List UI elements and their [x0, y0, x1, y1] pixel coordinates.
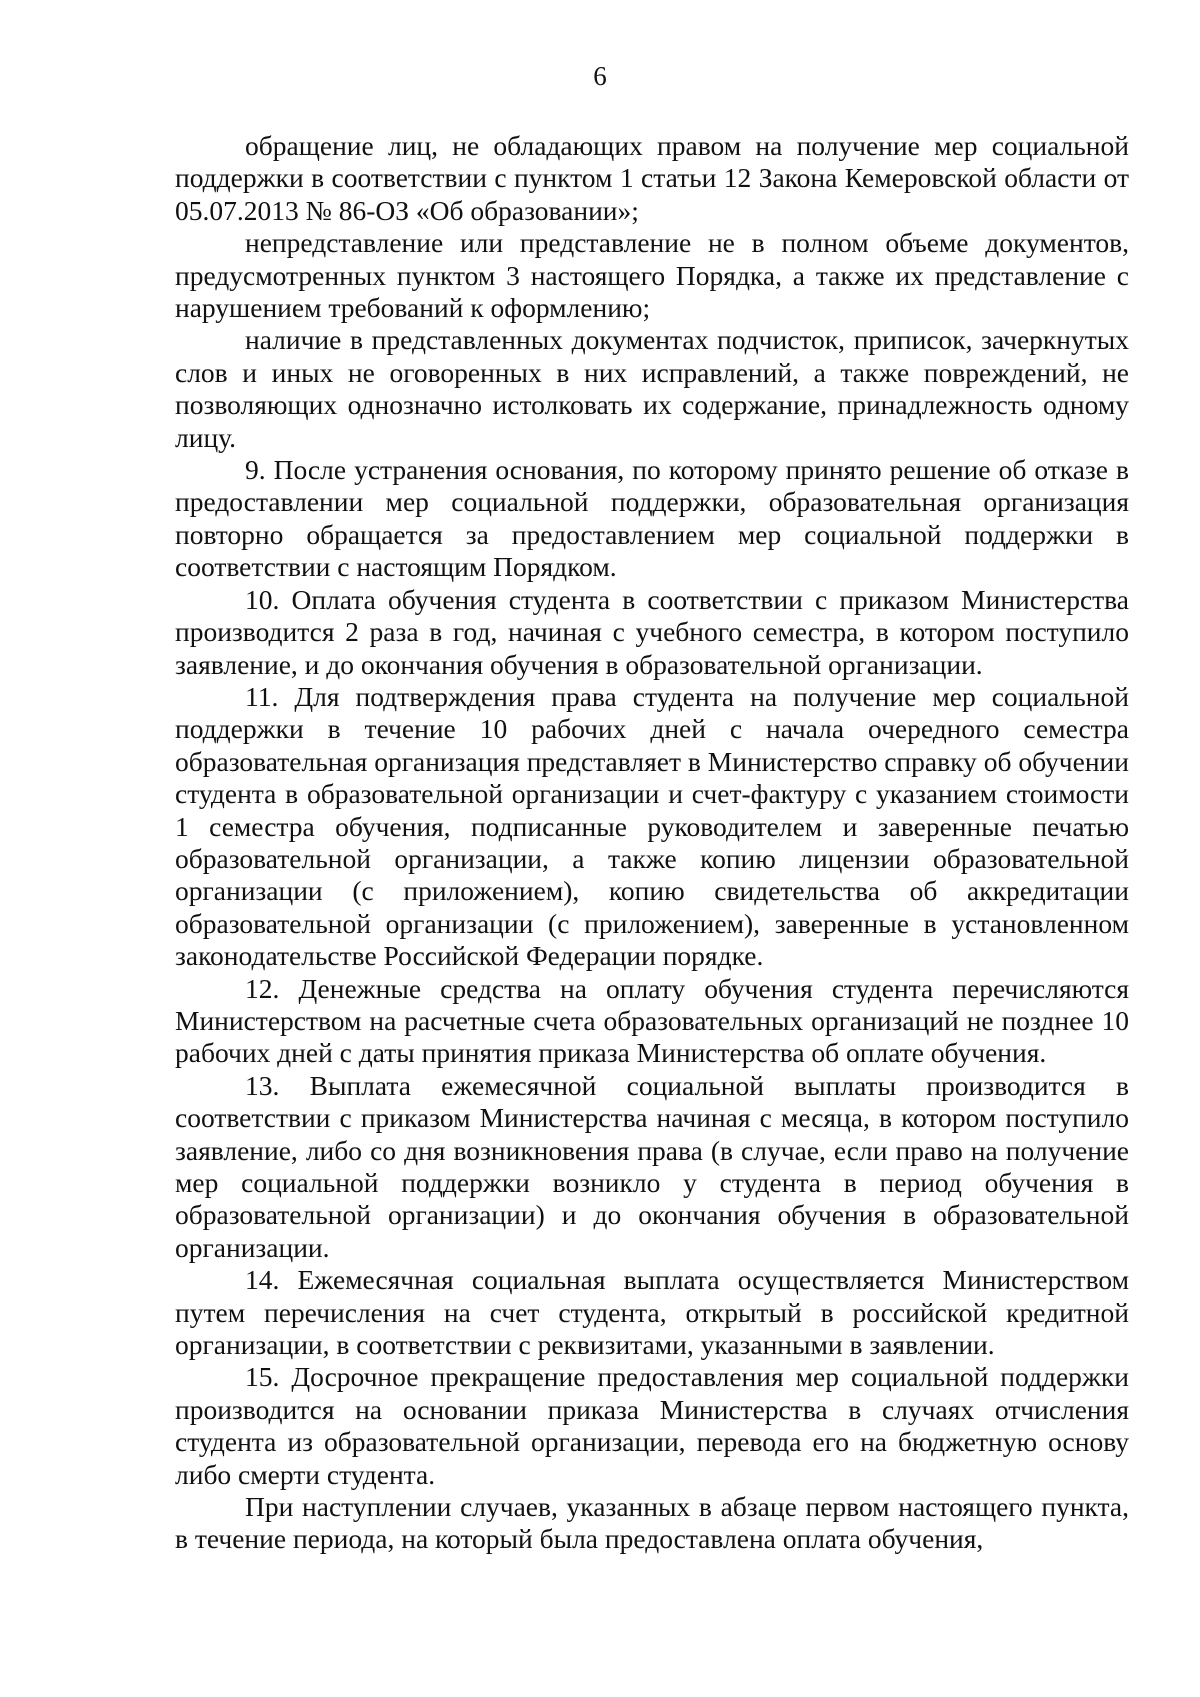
paragraph-clause-11: 11. Для подтверждения права студента на получение мер социальной поддержки в течение 10 рабочих дней с начала очередного семестра образовательная организация представляет в Министерство справку об обучении студента в образовательной организации и счет-фактуру с указанием стоимости 1 семестра обучения, подписанные руководителем и заверенные печатью образовательной организации, а также копию лицензии образовательной организации (с приложением), копию свидетельства об аккредитации образовательной организации (с приложением), заверенные в установленном законодательстве Российской Федерации порядке.	[175, 680, 1129, 972]
paragraph-clause-10: 10. Оплата обучения студента в соответствии с приказом Министерства производится 2 раза в год, начиная с учебного семестра, в котором поступило заявление, и до окончания обучения в образовательной организации.	[175, 583, 1129, 680]
page-number: 6	[593, 61, 607, 91]
paragraph-reason-incomplete-documents: непредставление или представление не в полном объеме документов, предусмотренных пунктом 3 настоящего Порядка, а также их представление с нарушением требований к оформлению;	[175, 227, 1129, 324]
paragraph-reason-ineligible: обращение лиц, не обладающих правом на получение мер социальной поддержки в соответствии с пунктом 1 статьи 12 Закона Кемеровской области от 05.07.2013 № 86-ОЗ «Об образовании»;	[175, 130, 1129, 226]
paragraph-clause-14: 14. Ежемесячная социальная выплата осуществляется Министерством путем перечисления на счет студента, открытый в российской кредитной организации, в соответствии с реквизитами, указанными в заявлении.	[175, 1264, 1129, 1361]
paragraph-reason-corrections: наличие в представленных документах подчисток, приписок, зачеркнутых слов и иных не оговоренных в них исправлений, а также повреждений, не позволяющих однозначно истолковать их содержание, принадлежность одному лицу.	[175, 324, 1129, 453]
document-body	[175, 130, 1129, 1556]
paragraph-clause-12: 12. Денежные средства на оплату обучения студента перечисляются Министерством на расчетные счета образовательных организаций не позднее 10 рабочих дней с даты принятия приказа Министерства об оплате обучения.	[175, 972, 1129, 1069]
paragraph-clause-15-continuation: При наступлении случаев, указанных в абзаце первом настоящего пункта, в течение периода, на который была предоставлена оплата обучения,	[175, 1491, 1129, 1555]
paragraph-clause-9: 9. После устранения основания, по которому принято решение об отказе в предоставлении мер социальной поддержки, образовательная организация повторно обращается за предоставлением мер социальной поддержки в соответствии с настоящим Порядком.	[175, 454, 1129, 583]
paragraph-clause-13: 13. Выплата ежемесячной социальной выплаты производится в соответствии с приказом Министерства начиная с месяца, в котором поступило заявление, либо со дня возникновения права (в случае, если право на получение мер социальной поддержки возникло у студента в период обучения в образовательной организации) и до окончания обучения в образовательной организации.	[175, 1069, 1129, 1263]
paragraph-clause-15: 15. Досрочное прекращение предоставления мер социальной поддержки производится на основании приказа Министерства в случаях отчисления студента из образовательной организации, перевода его на бюджетную основу либо смерти студента.	[175, 1361, 1129, 1490]
